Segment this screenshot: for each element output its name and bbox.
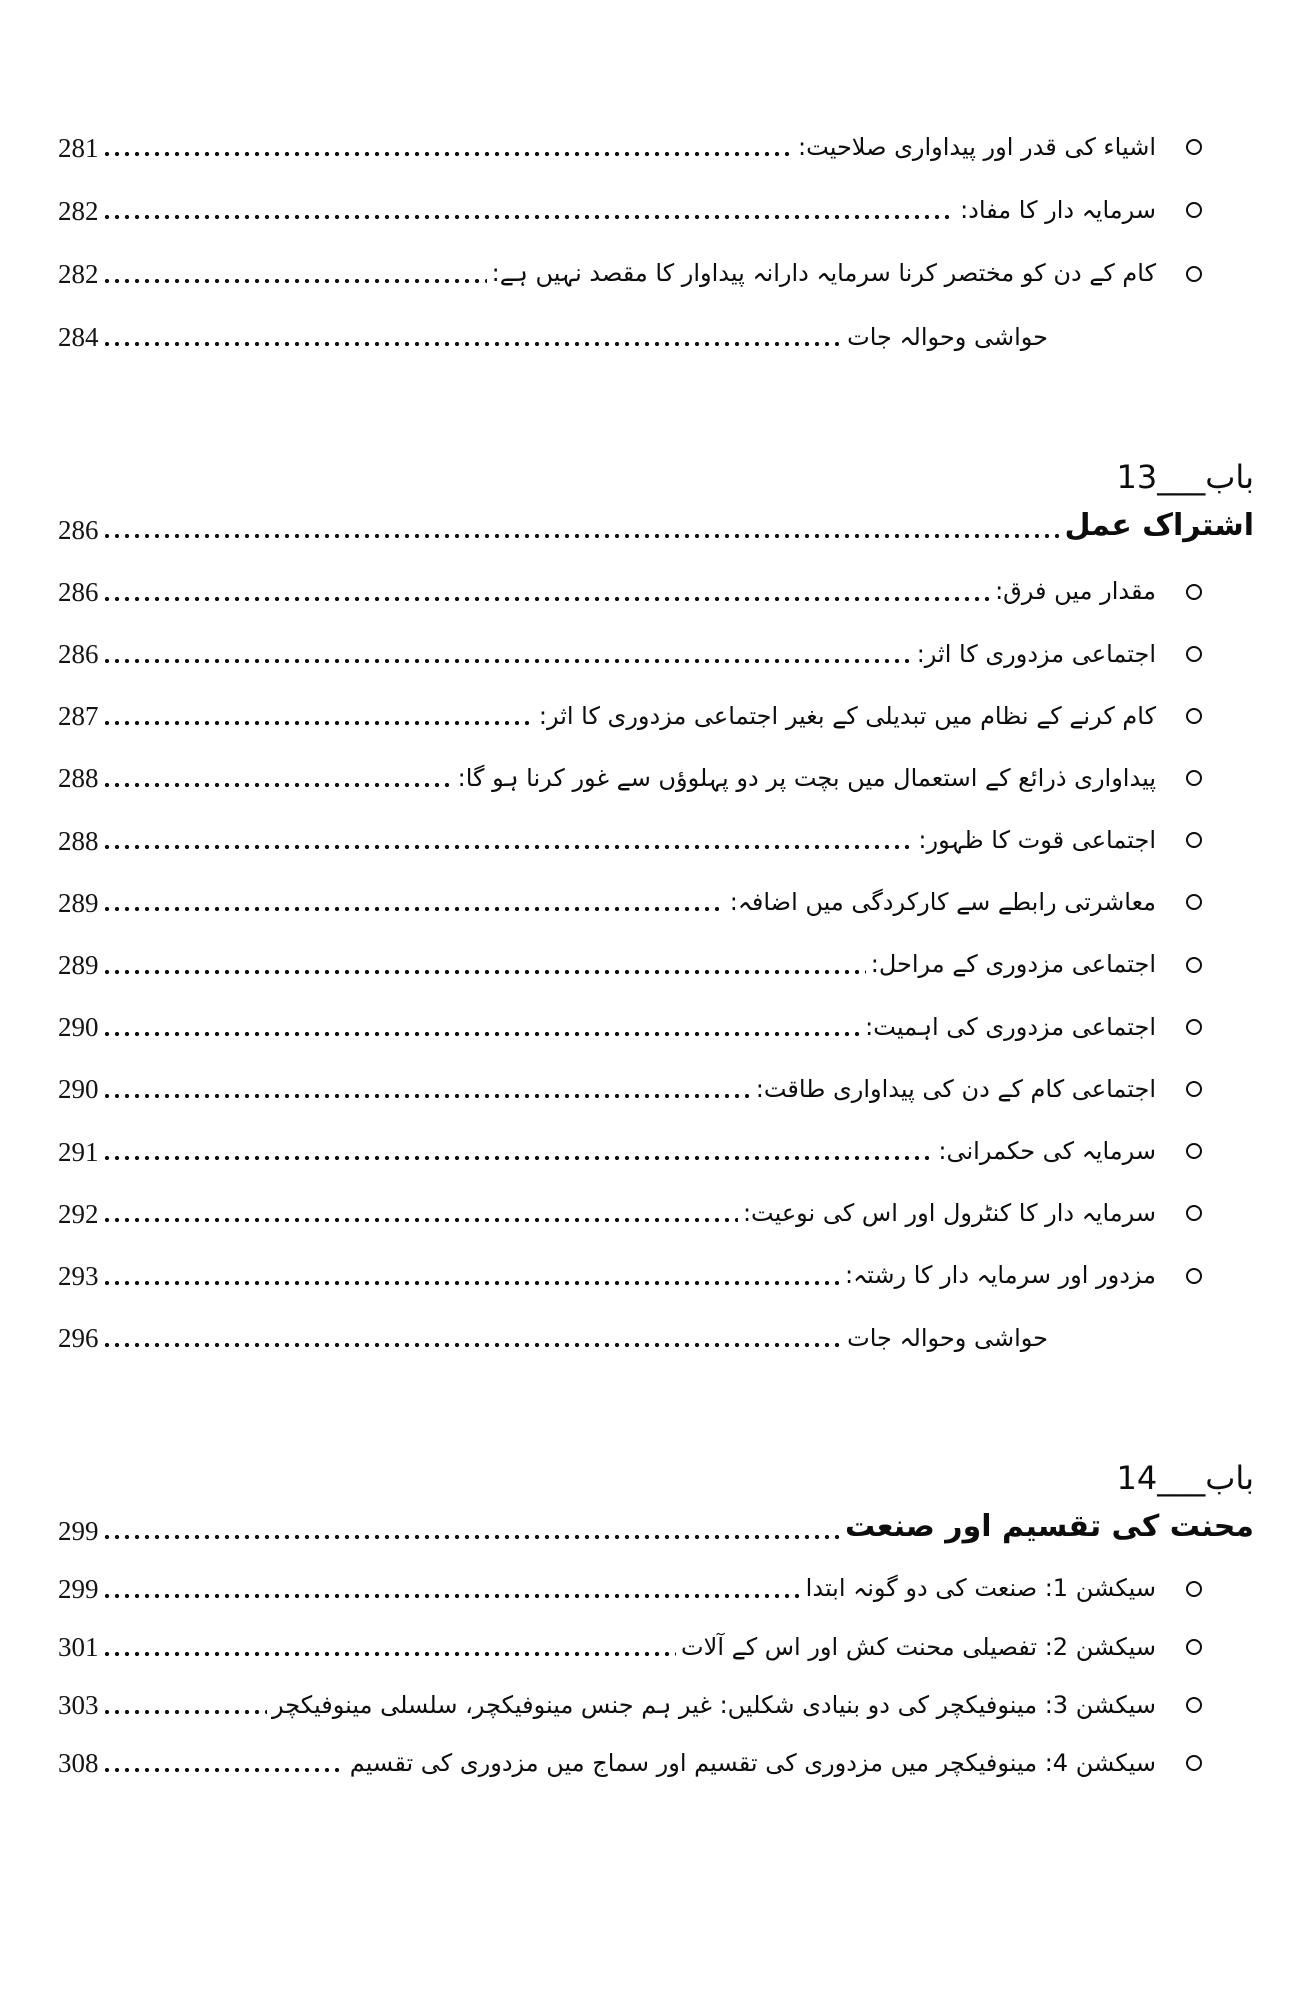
circle-bullet-icon: [1186, 1143, 1202, 1159]
circle-bullet-icon: [1186, 1639, 1202, 1655]
page-number: 289: [58, 949, 99, 980]
circle-bullet-icon: [1186, 202, 1202, 218]
chapter-title-row: [58, 1507, 1254, 1546]
chapter-title-row: [58, 506, 1254, 545]
page-number: 303: [58, 1690, 99, 1721]
dot-leader: [104, 341, 843, 347]
dot-leader: [104, 844, 914, 850]
page-number: 293: [58, 1260, 99, 1291]
circle-bullet-icon: [1186, 646, 1202, 662]
toc-entry-label: کام کرنے کے نظام میں تبدیلی کے بغیر اجتماعی مزدوری کا اثر:: [538, 701, 1156, 730]
dot-leader: [104, 658, 912, 664]
toc-entry-label: سیکشن 2: تفصیلی محنت کش اور اس کے آلات: [681, 1632, 1156, 1661]
dot-leader: [104, 969, 866, 975]
toc-entry-label: اشیاء کی قدر اور پیداواری صلاحیت:: [798, 133, 1156, 161]
toc-item-row: [58, 1632, 1254, 1663]
dot-leader: [104, 720, 534, 726]
toc-entry-label: سیکشن 1: صنعت کی دو گونہ ابتدا: [805, 1574, 1156, 1603]
dot-leader: [104, 151, 794, 157]
toc-item-row: [58, 195, 1254, 226]
circle-bullet-icon: [1186, 1697, 1202, 1713]
page-number: 286: [58, 639, 99, 670]
dot-leader: [104, 782, 453, 788]
toc-entry-label: مقدار میں فرق:: [995, 577, 1156, 606]
circle-bullet-icon: [1186, 1268, 1202, 1284]
page-number: 282: [58, 195, 99, 226]
toc-item-row: [58, 1136, 1254, 1167]
page-number: 292: [58, 1198, 99, 1229]
page-number: 299: [58, 1515, 99, 1546]
dot-leader: [104, 1651, 677, 1657]
page-number: 287: [58, 701, 99, 732]
page-number: 281: [58, 132, 99, 163]
toc-item-row: [58, 1260, 1254, 1291]
dot-leader: [104, 1593, 801, 1599]
page-number: 299: [58, 1573, 99, 1604]
chapter-title-label: محنت کی تقسیم اور صنعت: [844, 1509, 1254, 1545]
toc-section-chapter-13: [58, 457, 1254, 1354]
page-number: 289: [58, 887, 99, 918]
dot-leader: [104, 1534, 840, 1540]
toc-item-row: [58, 132, 1254, 163]
circle-bullet-icon: [1186, 708, 1202, 724]
dot-leader: [104, 1767, 345, 1773]
chapter-heading: باب___13: [1116, 457, 1254, 496]
chapter-title-label: اشتراک عمل: [1064, 508, 1254, 544]
circle-bullet-icon: [1186, 894, 1202, 910]
toc-entry-label: پیداواری ذرائع کے استعمال میں بچت پر دو پہلوؤں سے غور کرنا ہو گا:: [457, 763, 1156, 792]
toc-entry-label: سرمایہ کی حکمرانی:: [938, 1137, 1156, 1166]
toc-item-row: [58, 576, 1254, 607]
toc-entry-label: اجتماعی مزدوری کی اہمیت:: [865, 1012, 1156, 1041]
dot-leader: [104, 596, 991, 602]
toc-item-row: [58, 825, 1254, 856]
toc-entry-label: سیکشن 4: مینوفیکچر میں مزدوری کی تقسیم اور سماج میں مزدوری کی تقسیم: [349, 1748, 1156, 1777]
toc-entry-label: حواشی وحوالہ جات: [847, 322, 1048, 351]
dot-leader: [104, 278, 487, 284]
toc-item-row: [58, 763, 1254, 794]
page-number: 290: [58, 1074, 99, 1105]
dot-leader: [104, 214, 956, 220]
toc-entry-label: حواشی وحوالہ جات: [847, 1323, 1048, 1352]
toc-entry-label: سیکشن 3: مینوفیکچر کی دو بنیادی شکلیں: غیر ہم جنس مینوفیکچر، سلسلی مینوفیکچر: [272, 1690, 1156, 1719]
circle-bullet-icon: [1186, 266, 1202, 282]
page-number: 282: [58, 258, 99, 289]
toc-item-row: [58, 1012, 1254, 1043]
page-number: 288: [58, 825, 99, 856]
toc-entry-label: سرمایہ دار کا کنٹرول اور اس کی نوعیت:: [742, 1199, 1156, 1228]
circle-bullet-icon: [1186, 1581, 1202, 1597]
circle-bullet-icon: [1186, 584, 1202, 600]
page-number: 290: [58, 1012, 99, 1043]
page-number: 286: [58, 576, 99, 607]
page-number: 296: [58, 1323, 99, 1354]
toc-item-row: [58, 1573, 1254, 1604]
circle-bullet-icon: [1186, 139, 1202, 155]
toc-item-row: [58, 1198, 1254, 1229]
page-number: 286: [58, 514, 99, 545]
dot-leader: [104, 1093, 751, 1099]
circle-bullet-icon: [1186, 1755, 1202, 1771]
toc-section-previous-chapter: [58, 132, 1254, 353]
circle-bullet-icon: [1186, 1081, 1202, 1097]
dot-leader: [104, 1709, 268, 1715]
dot-leader: [104, 906, 725, 912]
dot-leader: [104, 1155, 934, 1161]
page-number: 291: [58, 1136, 99, 1167]
page-number: 288: [58, 763, 99, 794]
toc-item-row: [58, 1074, 1254, 1105]
circle-bullet-icon: [1186, 957, 1202, 973]
toc-entry-label: معاشرتی رابطے سے کارکردگی میں اضافہ:: [729, 888, 1156, 917]
dot-leader: [104, 533, 1060, 539]
circle-bullet-icon: [1186, 1205, 1202, 1221]
dot-leader: [104, 1280, 841, 1286]
chapter-heading: باب___14: [1116, 1458, 1254, 1497]
toc-item-row: [58, 949, 1254, 980]
toc-entry-label: سرمایہ دار کا مفاد:: [960, 196, 1156, 225]
toc-entry-label: اجتماعی کام کے دن کی پیداواری طاقت:: [755, 1074, 1156, 1103]
toc-item-row: [58, 639, 1254, 670]
toc-section-chapter-14: [58, 1458, 1254, 1779]
toc-item-row: [58, 258, 1254, 289]
toc-item-row: [58, 701, 1254, 732]
circle-bullet-icon: [1186, 770, 1202, 786]
toc-entry-label: اجتماعی مزدوری کے مراحل:: [870, 950, 1156, 979]
toc-item-row: [58, 1748, 1254, 1779]
circle-bullet-icon: [1186, 1019, 1202, 1035]
toc-entry-label: کام کے دن کو مختصر کرنا سرمایہ دارانہ پیداوار کا مقصد نہیں ہے:: [491, 259, 1156, 288]
toc-footnotes-row: [58, 322, 1254, 353]
toc-item-row: [58, 1690, 1254, 1721]
toc-entry-label: مزدور اور سرمایہ دار کا رشتہ:: [845, 1261, 1156, 1290]
page-number: 301: [58, 1632, 99, 1663]
toc-footnotes-row: [58, 1323, 1254, 1354]
toc-item-row: [58, 887, 1254, 918]
circle-bullet-icon: [1186, 832, 1202, 848]
dot-leader: [104, 1342, 843, 1348]
dot-leader: [104, 1217, 738, 1223]
toc-entry-label: اجتماعی قوت کا ظہور:: [918, 826, 1156, 855]
page-number: 284: [58, 322, 99, 353]
toc-entry-label: اجتماعی مزدوری کا اثر:: [916, 639, 1156, 668]
page-number: 308: [58, 1748, 99, 1779]
dot-leader: [104, 1031, 861, 1037]
